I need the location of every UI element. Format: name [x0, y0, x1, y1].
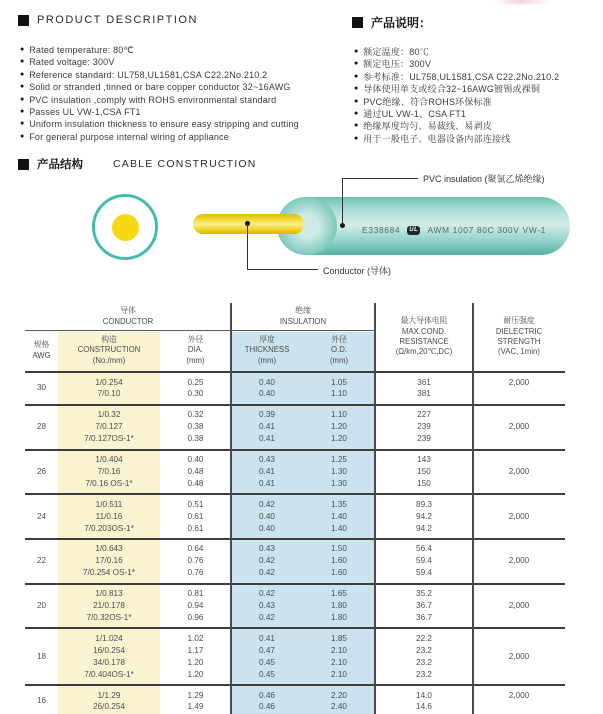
cell-resistance — [375, 377, 473, 401]
header-line: (mm) — [257, 355, 277, 365]
leader-line — [247, 224, 248, 270]
cell-awg: 30 — [36, 383, 47, 393]
cell-thickness — [231, 409, 303, 445]
cell-line: 0.41 — [259, 478, 275, 488]
cell-line: 143 — [417, 455, 431, 465]
cell-line: 361 — [417, 377, 431, 387]
cell-line: 0.32 — [187, 410, 204, 420]
construction-title-cn: 产品结构 — [37, 159, 83, 171]
bullet-icon: ● — [354, 97, 359, 105]
cell-line: 1.20 — [187, 669, 204, 679]
bullet-icon: ● — [20, 120, 25, 128]
marking-spec: AWM 1007 80C 300V VW-1 — [427, 225, 546, 235]
cell-line: 0.45 — [259, 669, 275, 679]
cell-od — [303, 377, 375, 401]
cell-dia — [160, 588, 231, 624]
cell-line: 1.49 — [187, 702, 204, 712]
cell-dielectric: 2,000 — [508, 511, 530, 521]
bullet-text: Solid or stranded ,tinned or bare copper conductor 32~16AWG — [29, 82, 291, 93]
cell-line: 1/1.29 — [97, 690, 121, 700]
cell-thickness — [231, 499, 303, 535]
bullet-icon: ● — [20, 95, 25, 103]
cell-line: 36.7 — [416, 613, 432, 622]
marking-cert: E338684 — [362, 225, 401, 235]
cell-thickness — [231, 633, 303, 681]
bullet-item — [354, 46, 559, 58]
bullet-item — [354, 133, 559, 145]
cell-dia — [160, 454, 231, 490]
cell-line: 1/1.024 — [95, 633, 123, 643]
table-divider — [230, 303, 232, 714]
cell-resistance — [375, 543, 473, 579]
header-line: 外径 — [331, 335, 347, 345]
bullet-text: 用于一般电子、电器设备内部连接线 — [363, 133, 511, 144]
cell-construction — [58, 543, 160, 579]
construction-title-en: CABLE CONSTRUCTION — [113, 158, 257, 170]
header-line: STRENGTH — [497, 337, 541, 346]
leader-line — [247, 269, 318, 270]
od-header — [303, 330, 375, 371]
cell-line: 1.17 — [187, 645, 204, 655]
leader-line — [342, 178, 343, 225]
bullet-text: 额定温度：80℃ — [363, 47, 429, 57]
cell-dielectric: 2,000 — [508, 466, 530, 476]
cell-line: 34/0.178 — [93, 657, 125, 667]
header-line: THICKNESS — [244, 345, 290, 355]
cell-line: 36.7 — [416, 601, 432, 611]
bullet-text: Reference standard: UL758,UL1581,CSA C22.2No.210.2 — [29, 69, 268, 80]
cell-line: 1.40 — [331, 523, 347, 533]
cell-awg: 18 — [36, 651, 47, 661]
cell-thickness — [231, 377, 303, 401]
cell-line: 1/0.813 — [95, 589, 123, 599]
cell-line: 0.41 — [259, 434, 275, 444]
cell-line: 0.38 — [187, 422, 204, 432]
bullet-icon: ● — [354, 72, 359, 80]
insulation-group-header — [231, 303, 375, 330]
group-underline — [25, 330, 375, 331]
cell-line: 2.10 — [331, 669, 347, 679]
cell-line: 0.40 — [259, 523, 275, 533]
cell-line: 21/0.178 — [93, 601, 125, 611]
cell-od — [303, 690, 375, 714]
cell-od — [303, 499, 375, 535]
table-divider — [472, 303, 474, 714]
header-line: 导体 — [120, 306, 136, 316]
cell-resistance — [375, 499, 473, 535]
cell-line: 7/0.254 OS-1* — [83, 568, 135, 578]
header-line: (No./mm) — [92, 355, 126, 365]
cell-construction — [58, 377, 160, 401]
cell-line: 23.2 — [416, 669, 432, 679]
cell-resistance — [375, 588, 473, 624]
cell-line: 7/0.203OS-1* — [84, 523, 134, 533]
bullet-icon: ● — [354, 48, 359, 55]
cell-line: 94.2 — [416, 523, 432, 533]
cell-od — [303, 633, 375, 681]
header-line: INSULATION — [279, 316, 327, 326]
cell-thickness — [231, 690, 303, 714]
cell-line: 1.10 — [331, 410, 347, 420]
cell-line: 0.42 — [259, 589, 275, 599]
cell-line: 89.3 — [416, 499, 432, 509]
cell-line: 2.40 — [331, 702, 347, 712]
bullet-item — [354, 120, 559, 132]
cell-line: 381 — [417, 389, 431, 399]
cell-dia — [160, 633, 231, 681]
cell-line: 1.35 — [331, 499, 347, 509]
cell-line: 0.42 — [259, 613, 275, 622]
cell-line: 35.2 — [416, 589, 432, 599]
cell-line: 0.43 — [259, 455, 275, 465]
cell-line: 23.2 — [416, 657, 432, 667]
cell-dia — [160, 543, 231, 579]
bullet-text: Uniform insulation thickness to ensure easy stripping and cutting — [29, 119, 299, 130]
cell-dia — [160, 690, 231, 714]
cell-line: 1/0.643 — [95, 544, 123, 554]
cell-line: 0.42 — [259, 499, 275, 509]
cell-line: 0.41 — [259, 633, 275, 643]
cell-line: 0.30 — [187, 389, 204, 399]
cell-line: 1/0.32 — [97, 410, 121, 420]
header-line: 绝缘 — [295, 306, 311, 316]
cell-awg: 26 — [36, 466, 47, 476]
cell-line: 17/0.16 — [95, 556, 123, 566]
conductor-core-dot — [112, 214, 139, 241]
cell-awg: 20 — [36, 601, 47, 611]
bullet-text: PVC insulation ,comply with ROHS environmental standard — [29, 94, 277, 105]
product-description-cn-header — [352, 14, 431, 31]
table-row — [25, 629, 565, 686]
section-title-cn: 产品说明： — [371, 16, 432, 30]
product-description-list — [20, 44, 299, 143]
table-row — [25, 585, 565, 630]
bullet-icon: ● — [20, 58, 25, 66]
cell-line: 1.65 — [331, 589, 347, 599]
bullet-icon: ● — [354, 122, 359, 130]
cell-line: 1/0.254 — [95, 377, 123, 387]
cell-line: 0.41 — [259, 466, 275, 476]
conductor-group-header — [25, 303, 231, 330]
ul-mark-icon: UL — [409, 226, 419, 233]
cell-line: 1/0.511 — [95, 499, 123, 509]
cell-line: 1.05 — [331, 377, 347, 387]
cell-line: 1.80 — [331, 613, 347, 622]
awg-header — [25, 330, 58, 371]
bullet-text: Rated temperature: 80℃ — [29, 45, 134, 55]
cell-line: 150 — [417, 466, 431, 476]
section-square-icon — [18, 15, 29, 26]
bullet-item — [20, 131, 299, 143]
cell-line: 0.41 — [259, 422, 275, 432]
cell-line: 1.20 — [331, 422, 347, 432]
product-description-cn-list — [354, 46, 559, 145]
cell-line: 59.4 — [416, 568, 432, 578]
product-description-header — [18, 14, 198, 26]
table-row — [25, 495, 565, 540]
dielectric-header — [473, 303, 565, 371]
cell-line: 1.20 — [187, 657, 204, 667]
header-line: (mm) — [329, 355, 349, 365]
pvc-insulation-label: PVC insulation (聚氯乙烯绝缘) — [423, 174, 545, 184]
spec-table — [0, 303, 603, 714]
header-line: DIA. — [187, 345, 204, 355]
cell-thickness — [231, 543, 303, 579]
header-line: O.D. — [330, 345, 348, 355]
cell-dielectric: 2,000 — [508, 377, 530, 387]
cell-line: 1.29 — [187, 690, 204, 700]
bullet-item — [20, 118, 299, 130]
cell-line: 0.43 — [259, 601, 275, 611]
cell-line: 1.30 — [331, 478, 347, 488]
cell-line: 7/0.16 OS-1* — [85, 478, 133, 488]
cell-line: 150 — [417, 478, 431, 488]
section-title: PRODUCT DESCRIPTION — [37, 14, 198, 26]
header-line: (VAC, 1min) — [498, 347, 540, 357]
bullet-text: 通过UL VW-1、CSA FT1 — [363, 109, 467, 120]
cell-line: 0.46 — [259, 690, 275, 700]
bullet-text: Rated voltage: 300V — [29, 57, 115, 68]
cell-line: 0.25 — [187, 377, 204, 387]
header-line: 厚度 — [259, 335, 275, 345]
section-square-icon — [18, 159, 29, 170]
construction-header — [58, 330, 160, 371]
bullet-icon: ● — [354, 60, 359, 68]
cell-line: 0.64 — [187, 544, 204, 554]
dia-header — [160, 330, 231, 371]
cell-line: 16/0.254 — [93, 645, 125, 655]
table-divider — [374, 303, 376, 714]
cell-line: 0.76 — [187, 568, 204, 578]
bullet-item — [20, 44, 299, 56]
cable-cross-section — [92, 194, 158, 260]
cell-awg: 16 — [36, 696, 47, 706]
cell-line: 0.94 — [187, 601, 204, 611]
bullet-text: 额定电压：300V — [363, 59, 432, 70]
header-line: DIELECTRIC — [495, 326, 543, 336]
cell-line: 7/0.32OS-1* — [86, 613, 132, 622]
bullet-item — [354, 58, 559, 70]
cell-awg: 28 — [36, 422, 47, 432]
cell-line: 1.02 — [187, 633, 204, 643]
cell-line: 1.60 — [331, 556, 347, 566]
bullet-icon: ● — [20, 132, 25, 140]
bullet-item — [354, 83, 559, 95]
cell-line: 1.10 — [331, 389, 347, 399]
cell-od — [303, 454, 375, 490]
header-line: RESISTANCE — [399, 337, 449, 346]
cell-line: 1.60 — [331, 568, 347, 578]
cell-construction — [58, 633, 160, 681]
bullet-item — [20, 69, 299, 81]
cell-resistance — [375, 454, 473, 490]
cell-line: 0.42 — [259, 556, 275, 566]
cell-thickness — [231, 588, 303, 624]
cell-line: 14.6 — [416, 702, 432, 712]
cell-dielectric: 2,000 — [508, 556, 530, 566]
bullet-text: PVC绝缘、符合ROHS环保标准 — [363, 96, 492, 107]
cell-dia — [160, 377, 231, 401]
cable-marking — [362, 225, 546, 235]
bullet-icon: ● — [20, 70, 25, 78]
cell-line: 1.85 — [331, 633, 347, 643]
cell-od — [303, 588, 375, 624]
header-line: CONDUCTOR — [102, 316, 154, 326]
cell-line: 0.43 — [259, 544, 275, 554]
resistance-header — [375, 303, 473, 371]
cell-line: 1.50 — [331, 544, 347, 554]
cell-line: 1.40 — [331, 511, 347, 521]
bullet-text: 参考标准：UL758,UL1581,CSA C22.2No.210.2 — [363, 71, 560, 82]
cell-line: 0.81 — [187, 589, 204, 599]
bullet-icon: ● — [354, 134, 359, 142]
bullet-item — [354, 108, 559, 120]
header-line: 外径 — [187, 335, 204, 345]
bullet-item — [20, 81, 299, 93]
cell-line: 0.42 — [259, 568, 275, 578]
cell-line: 0.38 — [187, 434, 204, 444]
cell-line: 0.48 — [187, 466, 204, 476]
bullet-item — [354, 71, 559, 83]
cell-line: 7/0.10 — [97, 389, 121, 399]
cell-od — [303, 409, 375, 445]
cell-line: 2.10 — [331, 657, 347, 667]
cell-line: 59.4 — [416, 556, 432, 566]
table-row — [25, 540, 565, 585]
bullet-text: Passes UL VW-1,CSA FT1 — [29, 107, 141, 118]
cable-construction-header — [18, 156, 257, 172]
cell-line: 0.51 — [187, 499, 204, 509]
cell-line: 0.61 — [187, 523, 204, 533]
cell-line: 239 — [417, 434, 431, 444]
cell-dielectric: 2,000 — [508, 601, 530, 611]
table-row — [25, 406, 565, 451]
cell-line: 0.46 — [259, 702, 275, 712]
cell-line: 0.39 — [259, 410, 275, 420]
cell-resistance — [375, 409, 473, 445]
cell-dielectric: 2,000 — [508, 690, 530, 700]
header-line: 规格 — [33, 340, 50, 350]
bullet-icon: ● — [354, 85, 359, 93]
cell-od — [303, 543, 375, 579]
cell-construction — [58, 588, 160, 624]
table-row — [25, 373, 565, 406]
header-line: CONSTRUCTION — [77, 345, 141, 355]
header-line: 耐压强度 — [503, 316, 535, 326]
cell-line: 0.48 — [187, 478, 204, 488]
cell-line: 0.45 — [259, 657, 275, 667]
table-header — [25, 303, 565, 373]
cell-line: 227 — [417, 410, 431, 420]
cell-line: 0.96 — [187, 613, 204, 622]
cell-dia — [160, 499, 231, 535]
cell-line: 0.61 — [187, 511, 204, 521]
cell-construction — [58, 454, 160, 490]
header-line: 构造 — [101, 335, 117, 345]
cell-line: 7/0.127OS-1* — [84, 434, 134, 444]
cell-line: 7/0.127 — [95, 422, 123, 432]
cell-awg: 24 — [36, 511, 47, 521]
table-row — [25, 451, 565, 496]
conductor-label: Conductor (导体) — [323, 266, 392, 276]
bullet-item — [354, 96, 559, 108]
cell-line: 26/0.254 — [93, 702, 125, 712]
header-line: (mm) — [186, 355, 205, 365]
cell-line: 0.40 — [259, 511, 275, 521]
bullet-icon: ● — [20, 108, 25, 116]
bullet-item — [20, 106, 299, 118]
cell-resistance — [375, 633, 473, 681]
cell-line: 7/0.404OS-1* — [84, 669, 134, 679]
cell-dielectric: 2,000 — [508, 422, 530, 432]
cell-line: 1.25 — [331, 455, 347, 465]
table-body — [25, 373, 565, 714]
bullet-icon: ● — [20, 46, 25, 53]
cell-line: 1/0.404 — [95, 455, 123, 465]
cell-line: 1.80 — [331, 601, 347, 611]
cell-line: 0.40 — [187, 455, 204, 465]
cell-line: 23.2 — [416, 645, 432, 655]
cell-line: 0.40 — [259, 377, 275, 387]
cell-line: 22.2 — [416, 633, 432, 643]
cell-line: 56.4 — [416, 544, 432, 554]
cell-dia — [160, 409, 231, 445]
cell-awg: 22 — [36, 556, 47, 566]
cell-line: 0.76 — [187, 556, 204, 566]
cell-resistance — [375, 690, 473, 714]
cell-line: 1.30 — [331, 466, 347, 476]
cell-line: 14.0 — [416, 690, 432, 700]
bullet-text: 导体使用单支或绞合32~16AWG镀锡或裸铜 — [363, 84, 541, 95]
cell-thickness — [231, 454, 303, 490]
cell-line: 2.20 — [331, 690, 347, 700]
bullet-text: For general purpose internal wiring of appliance — [29, 131, 229, 142]
header-line: MAX.COND. — [401, 326, 447, 336]
cell-construction — [58, 409, 160, 445]
cell-line: 1.20 — [331, 434, 347, 444]
cell-construction — [58, 690, 160, 714]
header-line: AWG — [32, 350, 51, 360]
thickness-header — [231, 330, 303, 371]
cell-line: 2.10 — [331, 645, 347, 655]
bullet-item — [20, 94, 299, 106]
cell-line: 0.40 — [259, 389, 275, 399]
cell-line: 0.47 — [259, 645, 275, 655]
cell-line: 11/0.16 — [95, 511, 123, 521]
bullet-text: 绝缘厚度均匀、易裁线、易剥皮 — [363, 121, 493, 132]
bullet-icon: ● — [354, 110, 359, 118]
section-square-icon — [352, 17, 363, 28]
partial-logo-artifact — [492, 0, 550, 6]
table-row — [25, 686, 565, 714]
cell-dielectric: 2,000 — [508, 651, 530, 661]
leader-line — [342, 178, 418, 179]
cell-construction — [58, 499, 160, 535]
header-line: 最大导体电阻 — [400, 316, 448, 326]
cell-line: 7/0.16 — [97, 466, 121, 476]
header-line: (Ω/km,20℃,DC) — [395, 347, 453, 357]
cell-line: 239 — [417, 422, 431, 432]
bullet-item — [20, 56, 299, 68]
bullet-icon: ● — [20, 83, 25, 91]
cell-line: 94.2 — [416, 511, 432, 521]
